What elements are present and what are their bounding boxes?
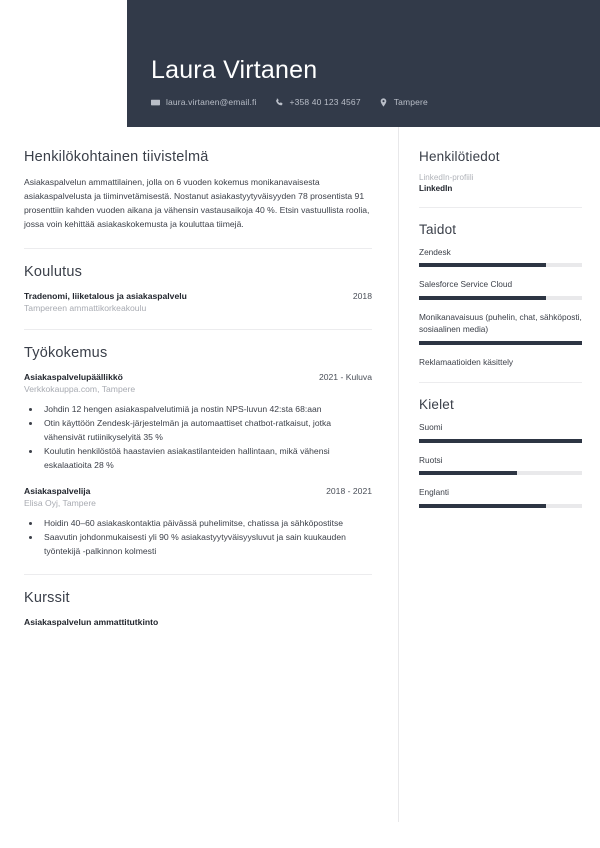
experience-bullets [24,517,372,559]
entry-head [24,291,372,301]
experience-entry [24,372,372,473]
skill-name: Monikanavaisuus (puhelin, chat, sähköposti, sosiaalinen media) [419,311,582,335]
location-pin-icon [379,98,388,107]
section-title-summary: Henkilökohtainen tiivistelmä [24,149,209,165]
divider [419,207,582,208]
section-languages [419,397,582,507]
entry-date: 2021 - Kuluva [318,371,372,382]
language-item [419,454,582,475]
skill-level-fill [419,263,546,267]
section-courses [24,590,372,627]
entry-title: Asiakaspalvelija [24,485,91,496]
language-level-fill [419,471,517,475]
section-experience [24,345,372,559]
entry-head [24,617,372,627]
skill-name: Salesforce Service Cloud [419,279,513,290]
language-level-bar [419,504,582,508]
entry-subtitle: Elisa Oyj, Tampere [24,497,96,508]
contact-phone-text: +358 40 123 4567 [289,97,361,107]
divider [24,329,372,330]
skill-item [419,246,582,267]
sidebar-column [398,127,600,822]
education-entry [24,291,372,313]
language-item [419,486,582,507]
personal-info-label: LinkedIn-profiili [419,173,474,182]
entry-subtitle: Verkkokauppa.com, Tampere [24,383,136,394]
contact-location[interactable] [379,97,428,107]
entry-head [24,486,372,496]
list-item: • Otin käyttöön Zendesk-järjestelmän ja automaattiset chatbot-ratkaisut, jotka vähensivät rutiinikyselyitä 35 % [41,417,372,444]
skill-name: Zendesk [419,247,451,257]
skill-level-bar [419,263,582,267]
summary-text: Asiakaspalvelun ammattilainen, jolla on 6 vuoden kokemus monikanavaisesta asiakaspalvelusta ja tiiminvetämisestä. Nostanut asiakastyytyväisyyden 78 prosentista 91 prosenttiin kahden vuoden aikana ja vähensin vastausaikoja 40 %. Etsin vastuullista roolia, jossa voin kehittää asiakaskokemusta ja kouluttaa tiimejä. [24,177,370,229]
skill-level-bar [419,296,582,300]
personal-info-item [419,173,582,193]
skill-item [419,278,582,299]
section-title-experience: Työkokemus [24,344,108,361]
divider [24,574,372,575]
envelope-icon [151,98,160,107]
course-entry [24,617,372,627]
entry-title: Tradenomi, liiketalous ja asiakaspalvelu [24,290,187,301]
experience-bullets [24,403,372,473]
phone-icon [275,98,284,107]
skill-level-fill [419,341,582,345]
personal-info-value[interactable]: LinkedIn [419,184,453,193]
contact-email-text: laura.virtanen@email.fi [166,97,257,107]
divider [24,248,372,249]
contact-email[interactable] [151,97,257,107]
section-education [24,264,372,313]
entry-date: 2018 - 2021 [326,485,372,496]
section-title-courses: Kurssit [24,590,70,607]
skill-item [419,311,582,345]
section-title-personal-info: Henkilötiedot [419,149,500,164]
entry-head [24,372,372,382]
language-name: Suomi [419,422,443,433]
entry-date: 2018 [352,290,372,301]
contact-location-text: Tampere [393,97,428,107]
contact-row [151,97,600,107]
language-name: Englanti [419,487,449,498]
list-item: • Koulutin henkilöstöä haastavien asiakastilanteiden hallintaan, mikä vähensi eskalaatioita 28 % [41,445,372,472]
skill-level-fill [419,296,546,300]
language-name: Ruotsi [419,454,443,465]
language-item [419,421,582,442]
skill-item [419,356,582,368]
language-level-bar [419,471,582,475]
page-title: Laura Virtanen [151,56,318,84]
section-summary [24,149,372,232]
resume-header-band [127,0,600,127]
list-item: • Hoidin 40–60 asiakaskontaktia päivässä puhelimitse, chatissa ja sähköpostitse [41,517,372,531]
section-title-skills: Taidot [419,222,457,237]
divider [419,382,582,383]
experience-entry [24,486,372,559]
section-skills [419,222,582,368]
entry-title: Asiakaspalvelupäällikkö [24,371,123,382]
skill-name: Reklamaatioiden käsittely [419,356,514,367]
language-level-fill [419,504,546,508]
language-level-fill [419,439,582,443]
entry-title: Asiakaspalvelun ammattitutkinto [24,617,159,628]
resume-body [0,127,600,848]
main-column [0,127,398,848]
list-item: • Johdin 12 hengen asiakaspalvelutimiä ja nostin NPS-luvun 42:sta 68:aan [41,403,372,417]
entry-subtitle: Tampereen ammattikorkeakoulu [24,302,147,313]
language-level-bar [419,439,582,443]
skill-level-bar [419,341,582,345]
section-title-education: Koulutus [24,263,83,280]
list-item: • Saavutin johdonmukaisesti yli 90 % asiakastyytyväisyysluvut ja sain kuukauden työntekijä -palkinnon kolmesti [41,531,372,558]
section-personal-info [419,149,582,193]
contact-phone[interactable] [275,97,361,107]
section-title-languages: Kielet [419,397,454,413]
